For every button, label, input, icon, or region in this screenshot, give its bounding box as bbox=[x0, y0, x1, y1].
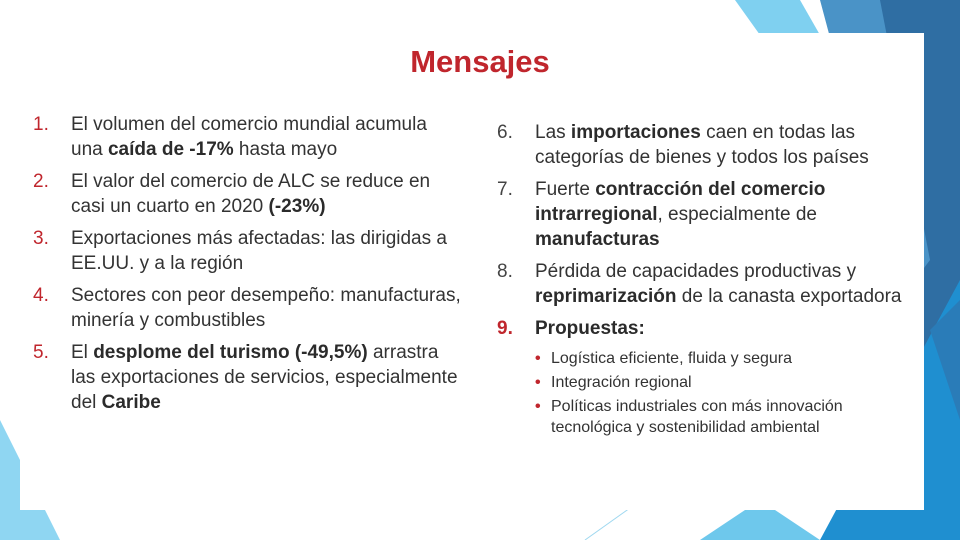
item-number: 4. bbox=[33, 285, 49, 306]
item-text-part: El volumen del comercio mundial acumula una bbox=[71, 114, 427, 160]
item-number: 5. bbox=[33, 342, 49, 363]
item-text-part: Sectores con peor desempeño: manufacturas, minería y combustibles bbox=[71, 285, 461, 331]
list-item bbox=[33, 283, 463, 333]
right-list bbox=[497, 120, 922, 441]
item-text-bold: Propuestas: bbox=[535, 318, 645, 339]
item-text bbox=[535, 120, 922, 170]
item-text-part: Pérdida de capacidades productivas y bbox=[535, 261, 857, 282]
item-text bbox=[535, 177, 922, 252]
item-number: 2. bbox=[33, 171, 49, 192]
proposal-text: Políticas industriales con más innovación tecnológica y sostenibilidad ambiental bbox=[551, 398, 843, 436]
proposal-item bbox=[535, 348, 922, 369]
item-text-part: caen en todas las categorías de bienes y todos los países bbox=[535, 122, 869, 168]
item-text-bold: manufacturas bbox=[535, 229, 660, 250]
item-text bbox=[71, 283, 463, 333]
item-text-bold: reprimarización bbox=[535, 286, 677, 307]
item-text-part: Fuerte bbox=[535, 179, 596, 200]
proposals-list bbox=[535, 348, 922, 438]
item-text-part: El bbox=[71, 342, 94, 363]
item-text-part: arrastra las exportaciones de servicios, especialmente del bbox=[71, 342, 458, 413]
list-item bbox=[33, 340, 463, 415]
bullet-icon: • bbox=[535, 398, 541, 415]
list-item bbox=[33, 112, 463, 162]
item-text bbox=[71, 340, 463, 415]
item-number: 7. bbox=[497, 179, 513, 200]
item-text-part: de la canasta exportadora bbox=[676, 286, 902, 307]
item-text bbox=[535, 259, 922, 309]
item-text-part: Las bbox=[535, 122, 571, 143]
item-text-part: hasta mayo bbox=[233, 139, 338, 160]
item-text-bold: importaciones bbox=[570, 122, 701, 143]
list-item bbox=[497, 120, 922, 170]
bullet-icon: • bbox=[535, 350, 541, 367]
list-item bbox=[497, 259, 922, 309]
item-text bbox=[71, 169, 463, 219]
proposal-item bbox=[535, 372, 922, 393]
item-text-part: , especialmente de bbox=[657, 204, 817, 225]
item-text bbox=[71, 226, 463, 276]
item-text-bold: (-23%) bbox=[268, 196, 326, 217]
item-text-bold: caída de -17% bbox=[107, 139, 234, 160]
item-number: 3. bbox=[33, 228, 49, 249]
item-text-bold: Caribe bbox=[101, 392, 161, 413]
proposal-item bbox=[535, 396, 922, 438]
list-item bbox=[33, 169, 463, 219]
item-number: 8. bbox=[497, 261, 513, 282]
item-text-part: El valor del comercio de ALC se reduce en casi un cuarto en 2020 bbox=[71, 171, 431, 217]
list-item bbox=[33, 226, 463, 276]
item-text-part: Exportaciones más afectadas: las dirigidas a EE.UU. y a la región bbox=[71, 228, 447, 274]
item-text bbox=[71, 112, 463, 162]
item-number: 6. bbox=[497, 122, 513, 143]
list-item bbox=[497, 177, 922, 252]
item-text-bold: contracción del comercio intrarregional bbox=[535, 179, 826, 225]
item-text bbox=[535, 316, 645, 341]
item-number: 1. bbox=[33, 114, 49, 135]
slide-title: Mensajes bbox=[410, 44, 550, 79]
list-item bbox=[497, 316, 922, 341]
bullet-icon: • bbox=[535, 374, 541, 391]
proposal-text: Logística eficiente, fluida y segura bbox=[551, 350, 793, 367]
item-number: 9. bbox=[497, 318, 513, 339]
left-list bbox=[33, 112, 463, 422]
proposal-text: Integración regional bbox=[551, 374, 692, 391]
item-text-bold: desplome del turismo (-49,5%) bbox=[93, 342, 368, 363]
